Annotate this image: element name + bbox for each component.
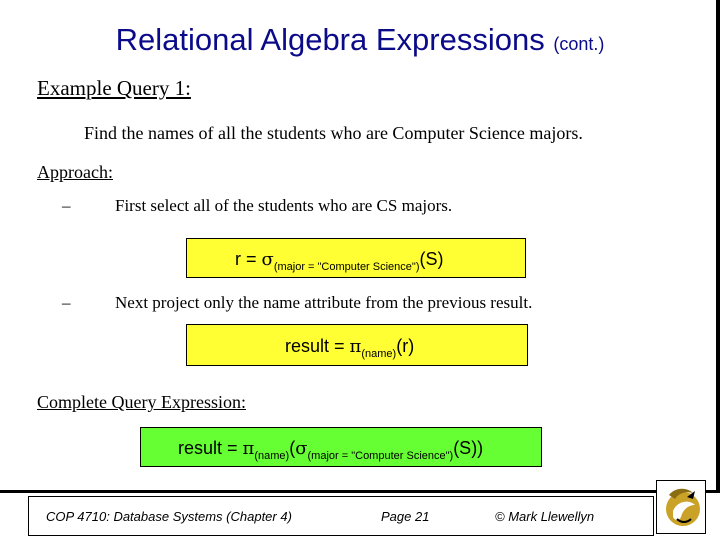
pi-symbol: π	[349, 336, 362, 357]
approach-heading: Approach:	[37, 162, 113, 182]
step-1-text: First select all of the students who are CS majors.	[115, 196, 453, 215]
query-text: Find the names of all the students who are Computer Science majors.	[84, 123, 583, 143]
complete-expression-box	[140, 427, 542, 467]
expr1-subscript: (major = "Computer Science")	[273, 261, 420, 273]
footer-course: COP 4710: Database Systems (Chapter 4)	[46, 509, 292, 524]
slide-border-bottom	[0, 490, 720, 493]
expr2-subscript: (name)	[361, 348, 397, 360]
expr3-subscript-1: (name)	[254, 450, 290, 462]
complete-query-heading: Complete Query Expression:	[37, 392, 246, 412]
step-1-dash: –	[62, 196, 71, 215]
projection-expression-box	[186, 324, 528, 366]
expr3-lhs: result =	[178, 438, 243, 458]
slide-title-main: Relational Algebra Expressions	[115, 22, 545, 57]
expr3-subscript-2: (major = "Computer Science")	[307, 450, 454, 462]
sigma-symbol: σ	[295, 438, 308, 459]
expr1-argument: (S)	[419, 249, 444, 269]
example-heading: Example Query 1:	[37, 76, 191, 100]
expr2-argument: (r)	[396, 336, 415, 356]
expr2-lhs: result =	[285, 336, 350, 356]
slide-border-right	[716, 0, 720, 492]
slide-title	[0, 22, 720, 58]
slide-title-suffix: (cont.)	[553, 34, 605, 54]
logo-graphic	[657, 481, 705, 533]
pi-symbol: π	[242, 438, 255, 459]
footer-page-number: Page 21	[381, 509, 430, 524]
step-2-text: Next project only the name attribute from the previous result.	[115, 293, 533, 312]
footer-author: © Mark Llewellyn	[495, 509, 595, 524]
sigma-symbol: σ	[261, 249, 274, 270]
step-2-dash: –	[62, 293, 71, 312]
ucf-pegasus-logo-icon	[656, 480, 706, 534]
selection-expression-box	[186, 238, 526, 278]
expr3-open-paren: (	[289, 438, 296, 458]
expr3-argument: (S))	[453, 438, 484, 458]
expr1-lhs: r =	[235, 249, 262, 269]
